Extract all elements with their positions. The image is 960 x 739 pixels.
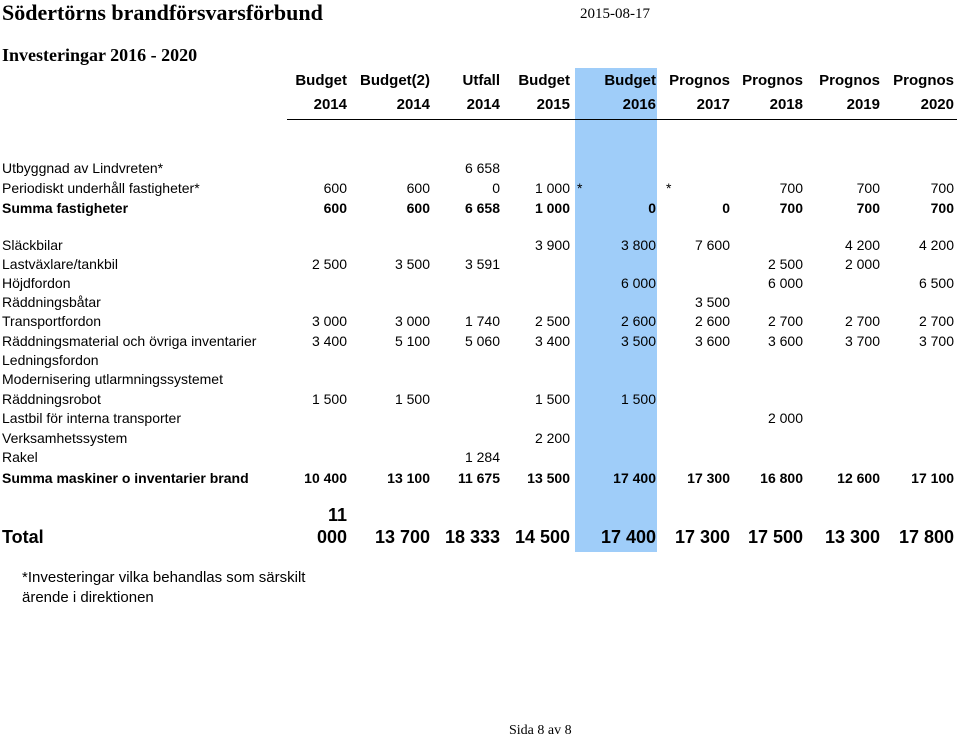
row-label: Summa maskiner o inventarier brand	[2, 470, 249, 486]
column-header-kind: Budget	[604, 72, 656, 89]
page-number: Sida 8 av 8	[509, 723, 572, 738]
table-cell: 3 900	[534, 237, 570, 253]
total-budget-2014-line2: 000	[316, 527, 347, 547]
table-cell: 13 500	[527, 470, 570, 486]
table-cell: 6 658	[464, 200, 500, 216]
total-cell: 13 300	[824, 527, 880, 547]
column-header-year: 2014	[396, 96, 430, 113]
table-cell: 0	[722, 200, 730, 216]
row-label: Räddningsrobot	[2, 391, 101, 407]
table-cell: 2 200	[534, 430, 570, 446]
table-cell: 700	[930, 180, 954, 196]
row-label: Modernisering utlarmningssystemet	[2, 371, 223, 387]
table-cell: 600	[406, 180, 430, 196]
table-cell: 6 000	[620, 275, 656, 291]
table-cell: 3 700	[844, 333, 880, 349]
table-cell: 3 000	[394, 313, 430, 329]
table-cell: 3 000	[311, 313, 347, 329]
row-label: Släckbilar	[2, 237, 63, 253]
table-cell: 5 100	[394, 333, 430, 349]
total-cell: 13 700	[374, 527, 430, 547]
table-cell: 700	[856, 180, 880, 196]
table-cell: 600	[406, 200, 430, 216]
total-cell: 17 500	[747, 527, 803, 547]
table-cell: 1 284	[464, 449, 500, 465]
table-cell: 1 000	[534, 200, 570, 216]
table-cell: 6 658	[464, 160, 500, 176]
total-cell: 14 500	[514, 527, 570, 547]
footnote: *Investeringar vilka behandlas som särskilt ärende i direktionen	[22, 569, 306, 606]
table-cell: 0	[648, 200, 656, 216]
table-cell: 3 600	[767, 333, 803, 349]
row-label: Rakel	[2, 449, 38, 465]
table-cell: 3 500	[394, 256, 430, 272]
row-label: Summa fastigheter	[2, 200, 129, 216]
document-date: 2015-08-17	[580, 6, 650, 22]
total-cell: 17 400	[600, 527, 656, 547]
row-label: Räddningsmaterial och övriga inventarier	[2, 333, 257, 349]
total-cell: 17 300	[674, 527, 730, 547]
table-cell: 0	[492, 180, 500, 196]
row-label: Utbyggnad av Lindvreten*	[2, 160, 164, 176]
column-header-kind: Utfall	[462, 72, 500, 89]
table-cell: 3 800	[620, 237, 656, 253]
table-cell: 1 500	[311, 391, 347, 407]
row-label: Lastbil för interna transporter	[2, 410, 181, 426]
table-cell: 700	[779, 180, 803, 196]
table-cell: 17 400	[613, 470, 656, 486]
table-cell: 3 500	[694, 294, 730, 310]
table-cell: 17 100	[911, 470, 954, 486]
table-cell: 6 500	[918, 275, 954, 291]
table-cell: 2 700	[767, 313, 803, 329]
table-cell: 1 500	[620, 391, 656, 407]
column-header-year: 2018	[769, 96, 803, 113]
table-cell: 11 675	[457, 470, 500, 486]
table-cell: 10 400	[304, 470, 347, 486]
table-cell: 700	[779, 200, 803, 216]
table-cell: 4 200	[918, 237, 954, 253]
column-header-year: 2020	[920, 96, 954, 113]
table-cell: 16 800	[760, 470, 803, 486]
table-cell: 3 600	[694, 333, 730, 349]
table-cell: 12 600	[837, 470, 880, 486]
header-divider	[287, 119, 957, 120]
table-cell: 2 700	[918, 313, 954, 329]
table-cell: 7 600	[694, 237, 730, 253]
table-cell: 2 000	[767, 410, 803, 426]
total-label: Total	[2, 527, 44, 547]
organization-title: Södertörns brandförsvarsförbund	[2, 0, 323, 25]
row-label: Lastväxlare/tankbil	[2, 256, 118, 272]
table-cell: 3 400	[534, 333, 570, 349]
row-label: Räddningsbåtar	[2, 294, 101, 310]
table-cell: 700	[930, 200, 954, 216]
document-subtitle: Investeringar 2016 - 2020	[2, 45, 198, 65]
column-header-kind: Prognos	[893, 72, 954, 89]
column-header-kind: Prognos	[669, 72, 730, 89]
column-header-kind: Budget	[295, 72, 347, 89]
table-cell: 2 500	[767, 256, 803, 272]
column-header-kind: Prognos	[819, 72, 880, 89]
column-header-year: 2017	[696, 96, 730, 113]
row-label: Periodiskt underhåll fastigheter*	[2, 180, 200, 196]
table-cell: 2 700	[844, 313, 880, 329]
row-label: Verksamhetssystem	[2, 430, 128, 446]
table-cell: 2 000	[844, 256, 880, 272]
row-label: Transportfordon	[2, 313, 102, 329]
column-header-year: 2015	[536, 96, 570, 113]
table-cell: 1 500	[534, 391, 570, 407]
table-cell: 4 200	[844, 237, 880, 253]
table-cell: 6 000	[767, 275, 803, 291]
table-cell: 1 000	[534, 180, 570, 196]
column-header-year: 2014	[466, 96, 500, 113]
asterisk-marker: *	[577, 180, 583, 196]
table-cell: 1 740	[464, 313, 500, 329]
total-cell: 17 800	[898, 527, 954, 547]
column-header-year: 2016	[622, 96, 656, 113]
table-cell: 700	[856, 200, 880, 216]
total-budget-2014-line1: 11	[327, 505, 347, 525]
table-cell: 2 600	[620, 313, 656, 329]
column-header-kind: Prognos	[742, 72, 803, 89]
row-label: Höjdfordon	[2, 275, 71, 291]
column-header-year: 2014	[313, 96, 347, 113]
table-cell: 13 100	[387, 470, 430, 486]
table-cell: 2 500	[534, 313, 570, 329]
table-cell: 3 400	[311, 333, 347, 349]
table-cell: 5 060	[464, 333, 500, 349]
row-label: Ledningsfordon	[2, 352, 99, 368]
table-cell: 600	[323, 200, 347, 216]
column-header-kind: Budget(2)	[360, 72, 430, 89]
table-cell: 600	[323, 180, 347, 196]
table-cell: 3 700	[918, 333, 954, 349]
table-cell: 17 300	[687, 470, 730, 486]
column-header-year: 2019	[846, 96, 880, 113]
column-header-kind: Budget	[518, 72, 570, 89]
asterisk-marker: *	[666, 180, 672, 196]
table-cell: 2 500	[311, 256, 347, 272]
table-cell: 1 500	[394, 391, 430, 407]
table-cell: 3 500	[620, 333, 656, 349]
table-cell: 3 591	[464, 256, 500, 272]
total-cell: 18 333	[444, 527, 500, 547]
table-cell: 2 600	[694, 313, 730, 329]
